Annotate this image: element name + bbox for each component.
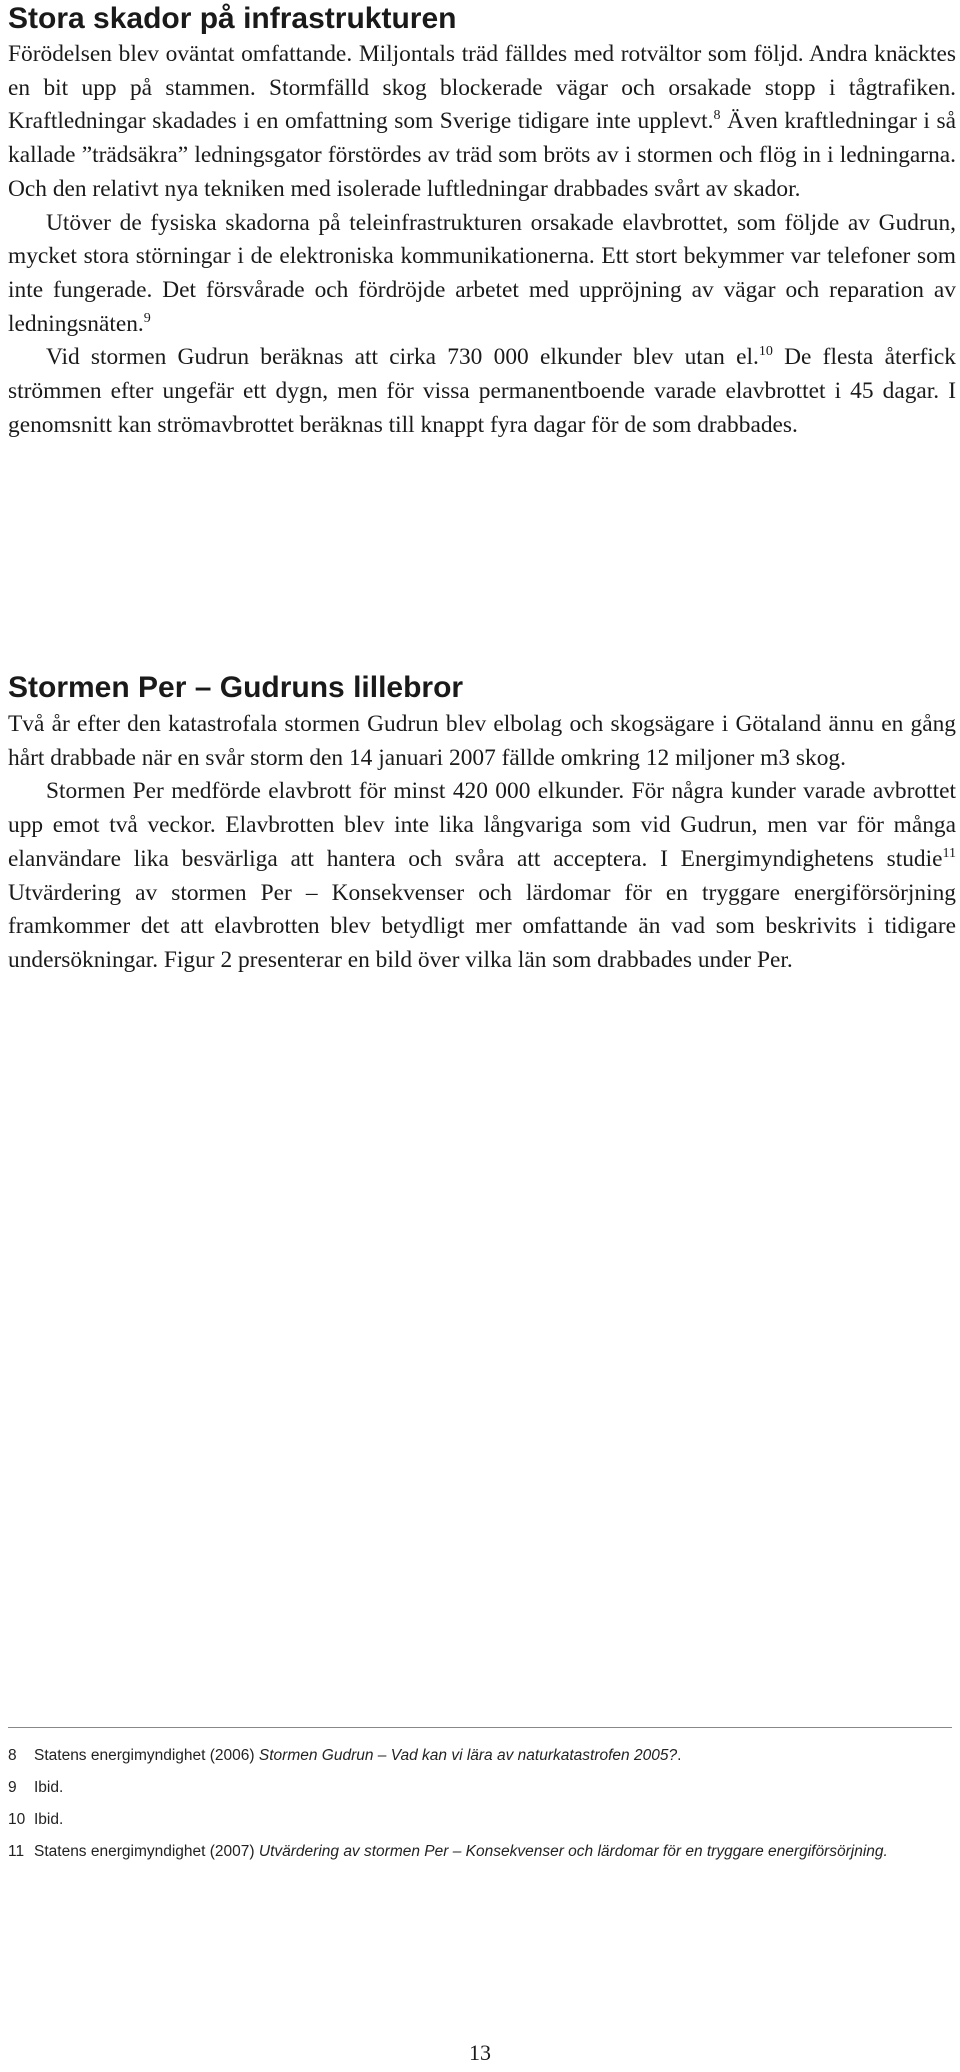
footnote: [8, 1809, 956, 1831]
cited-title: Stormen Gudrun – Vad kan vi lära av naturkatastrofen 2005?: [258, 1747, 678, 1764]
footnote-number: 8: [8, 1747, 17, 1764]
footnote-number: 9: [8, 1779, 17, 1796]
paragraph: Två år efter den katastrofala stormen Gudrun blev elbolag och skogsägare i Götaland ännu en gång hårt drabbade när en svår storm den 14 januari 2007 fällde omkring 12 miljoner m3 skog.: [8, 711, 956, 771]
footnote-divider: [8, 1727, 952, 1728]
footnote-reference: 10: [758, 343, 773, 360]
paragraph: Stormen Per medförde elavbrott för minst 420 000 elkunder. För några kunder varade avbrottet upp emot två veckor. Elavbrotten blev inte lika långvariga som vid Gudrun, men var för många elanvändare lika besvärliga att hantera och svåra att acceptera. I Energimyndighetens studie$^{11}$ Utvärdering av stormen Per – Konsekvenser och lärdomar för en tryggare energiförsörjning framkommer det att elavbrotten blev betydligt mer omfattande än vad som beskrivits i tidigare undersökningar. Figur 2 presenterar en bild över vilka län som drabbades under Per.: [8, 778, 956, 973]
section-heading-per: Stormen Per – Gudruns lillebror: [8, 671, 464, 704]
paragraph: Vid stormen Gudrun beräknas att cirka 730 000 elkunder blev utan el.$^{10}$ De flesta återfick strömmen efter ungefär ett dygn, men för vissa permanentboende varade elavbrottet i 45 dagar. I genomsnitt kan strömavbrottet beräknas till knappt fyra dagar för de som drabbades.: [8, 343, 956, 438]
footnote-reference: 9: [143, 309, 151, 326]
footnote-reference: 8: [713, 107, 721, 124]
section-body-per: [8, 708, 956, 978]
footnote-text: Statens energimyndighet (2006) Stormen Gudrun – Vad kan vi lära av naturkatastrofen 2005?.: [34, 1747, 682, 1764]
footnote-number: 11: [8, 1843, 25, 1860]
footnote-text: Ibid.: [34, 1779, 64, 1796]
page-number: 13: [469, 2040, 491, 2065]
footnote: [8, 1745, 956, 1767]
footnote-text: Ibid.: [34, 1811, 64, 1828]
footnote: [8, 1777, 956, 1799]
paragraph: Utöver de fysiska skadorna på teleinfrastrukturen orsakade elavbrottet, som följde av Gudrun, mycket stora störningar i de elektroniska kommunikationerna. Ett stort bekymmer var telefoner som inte fungerade. Det försvårade och fördröjde arbetet med uppröjning av vägar och reparation av ledningsnäten.$^9$: [8, 209, 956, 337]
footnotes: [8, 1745, 956, 1873]
footnote-text: Statens energimyndighet (2007) Utvärdering av stormen Per – Konsekvenser och lärdomar för en tryggare energiförsörjning.: [34, 1843, 888, 1860]
section-heading-infrastructure: Stora skador på infrastrukturen: [8, 2, 457, 35]
footnote-reference: 11: [942, 844, 956, 861]
footnote: [8, 1841, 956, 1863]
section-body-infrastructure: [8, 38, 956, 442]
footnote-number: 10: [8, 1811, 26, 1828]
cited-title: Utvärdering av stormen Per – Konsekvenser och lärdomar för en tryggare energiförsörjning.: [258, 1843, 888, 1860]
paragraph: Förödelsen blev oväntat omfattande. Miljontals träd fälldes med rotvältor som följd. Andra knäcktes en bit upp på stammen. Stormfälld skog blockerade vägar och orsakade stopp i tågtrafiken. Kraftledningar skadades i en omfattning som Sverige tidigare inte upplevt.$^8$ Även kraftledningar i så kallade ”trädsäkra” ledningsgator förstördes av träd som bröts av i stormen och flög in i ledningarna. Och den relativt nya tekniken med isolerade luftledningar drabbades svårt av skador.: [8, 41, 956, 202]
